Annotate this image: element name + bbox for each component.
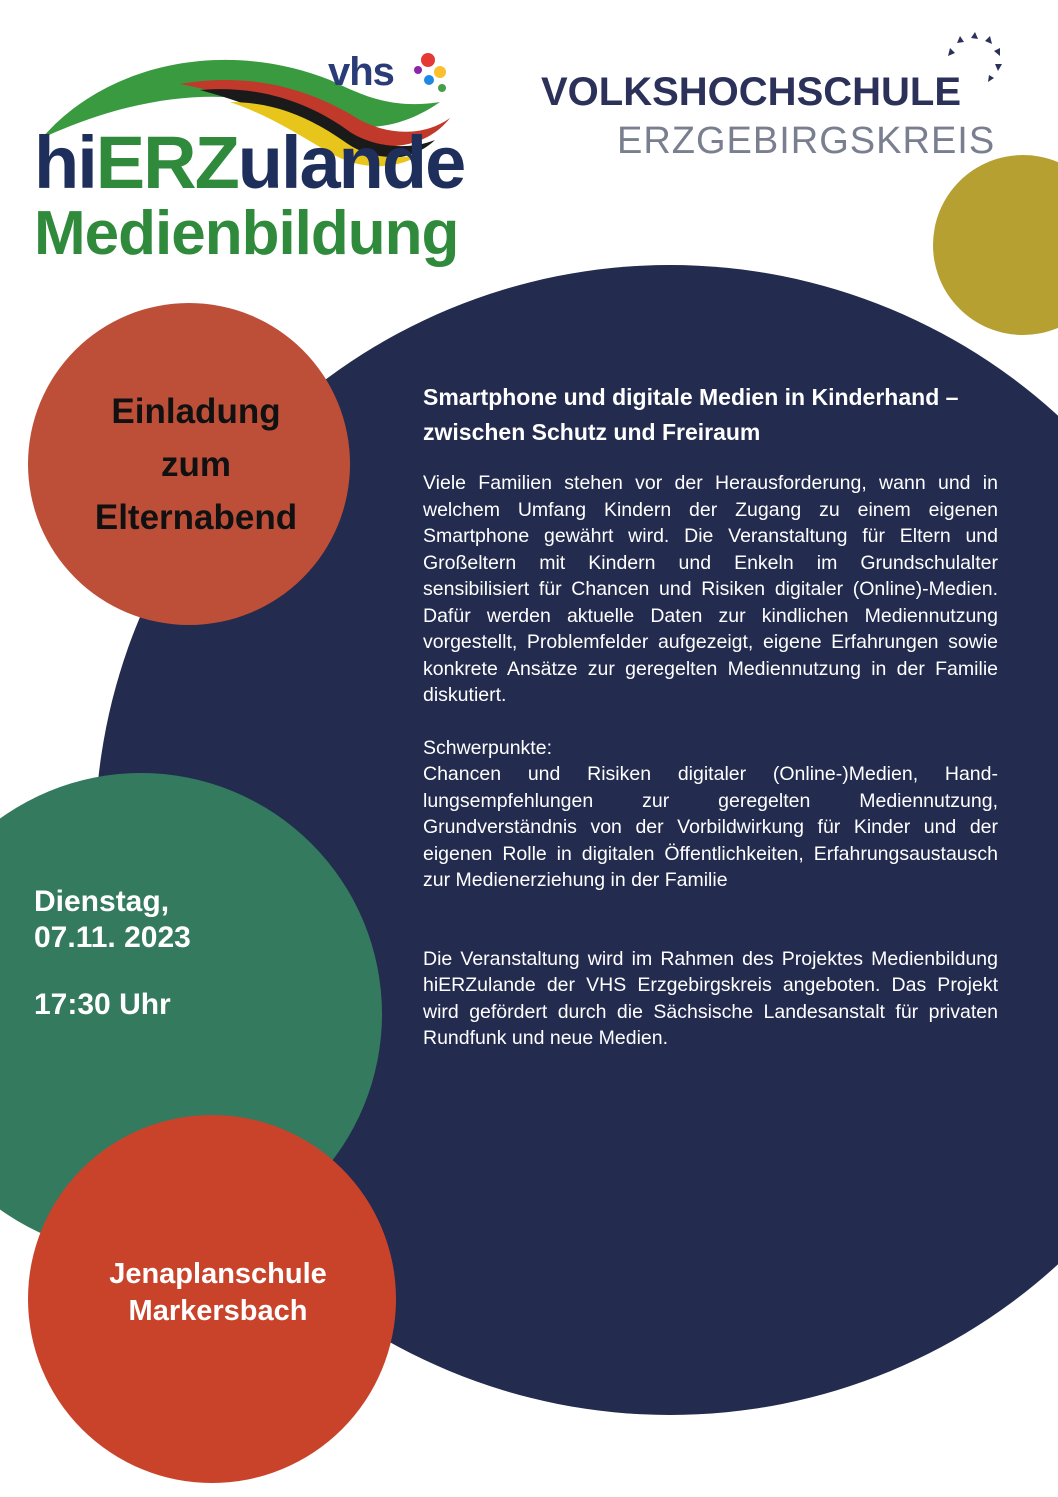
brand-part-erz: ERZ xyxy=(95,121,238,204)
volkshochschule-title: VOLKSHOCHSCHULE xyxy=(541,70,962,114)
event-day: Dienstag, xyxy=(34,885,170,918)
invite-line-2: zum xyxy=(161,445,231,484)
event-title-line-1: Smartphone und digitale Medien in Kinderhand – xyxy=(423,384,959,410)
event-time: 17:30 Uhr xyxy=(34,988,171,1021)
erzgebirgskreis-subtitle: ERZGEBIRGSKREIS xyxy=(617,120,996,162)
gold-circle-decoration xyxy=(933,155,1058,335)
intro-paragraph: Viele Familien stehen vor der Herausforderung, wann und in welchem Umfang Kindern der Zugang zu einem eigenen Smartphone gewährt wird. Die Veranstaltung für Eltern und Großeltern mit Kindern und Enkeln im Grundschulalter sensibilisiert für Chancen und Risiken digitaler (Online)-Medien. Dafür werden aktuelle Daten zur kindlichen Mediennutzung vorgestellt, Problemfelder aufgezeigt, eigene Erfahrungen sowie konkrete Ansätze zur geregelten Mediennutzung in der Familie diskutiert. xyxy=(423,472,998,706)
hierzulande-wordmark xyxy=(34,120,464,205)
focus-paragraph: Chancen und Risiken digitaler (Online-)Medien, Hand-lungsempfehlungen zur geregelten Mediennutzung, Grundverständnis von der Vorbildwirkung für Kinder und der eigenen Rolle in digitalen Öffentlichkeiten, Erfahrungsaustausch zur Medienerziehung in der Familie xyxy=(423,763,998,891)
focus-label: Schwerpunkte: xyxy=(423,736,552,759)
event-title xyxy=(423,380,998,450)
brand-part-ulande: ulande xyxy=(237,121,465,204)
invite-line-1: Einladung xyxy=(111,392,281,431)
event-date xyxy=(34,884,354,956)
medienbildung-wordmark: Medienbildung xyxy=(34,199,459,268)
venue-line-1: Jenaplanschule xyxy=(109,1258,327,1290)
invite-line-3: Elternabend xyxy=(94,498,298,537)
brand-part-hi: hi xyxy=(34,121,96,204)
main-content xyxy=(423,380,998,1052)
footer-paragraph: Die Veranstaltung wird im Rahmen des Projektes Medienbildung hiERZulande der VHS Erzgebirgskreis angeboten. Das Projekt wird gefördert durch die Sächsische Landesanstalt für privaten Rundfunk und neue Medien. xyxy=(423,947,998,1049)
volkshochschule-logo xyxy=(535,30,1015,170)
event-date-value: 07.11. 2023 xyxy=(34,921,191,954)
venue-line-2: Markersbach xyxy=(128,1295,308,1327)
invite-heading xyxy=(28,385,364,544)
event-title-line-2: zwischen Schutz und Freiraum xyxy=(423,419,761,445)
event-venue xyxy=(60,1256,376,1330)
vhs-logo-text: vhs xyxy=(328,50,394,94)
hierzulande-logo xyxy=(30,40,465,275)
